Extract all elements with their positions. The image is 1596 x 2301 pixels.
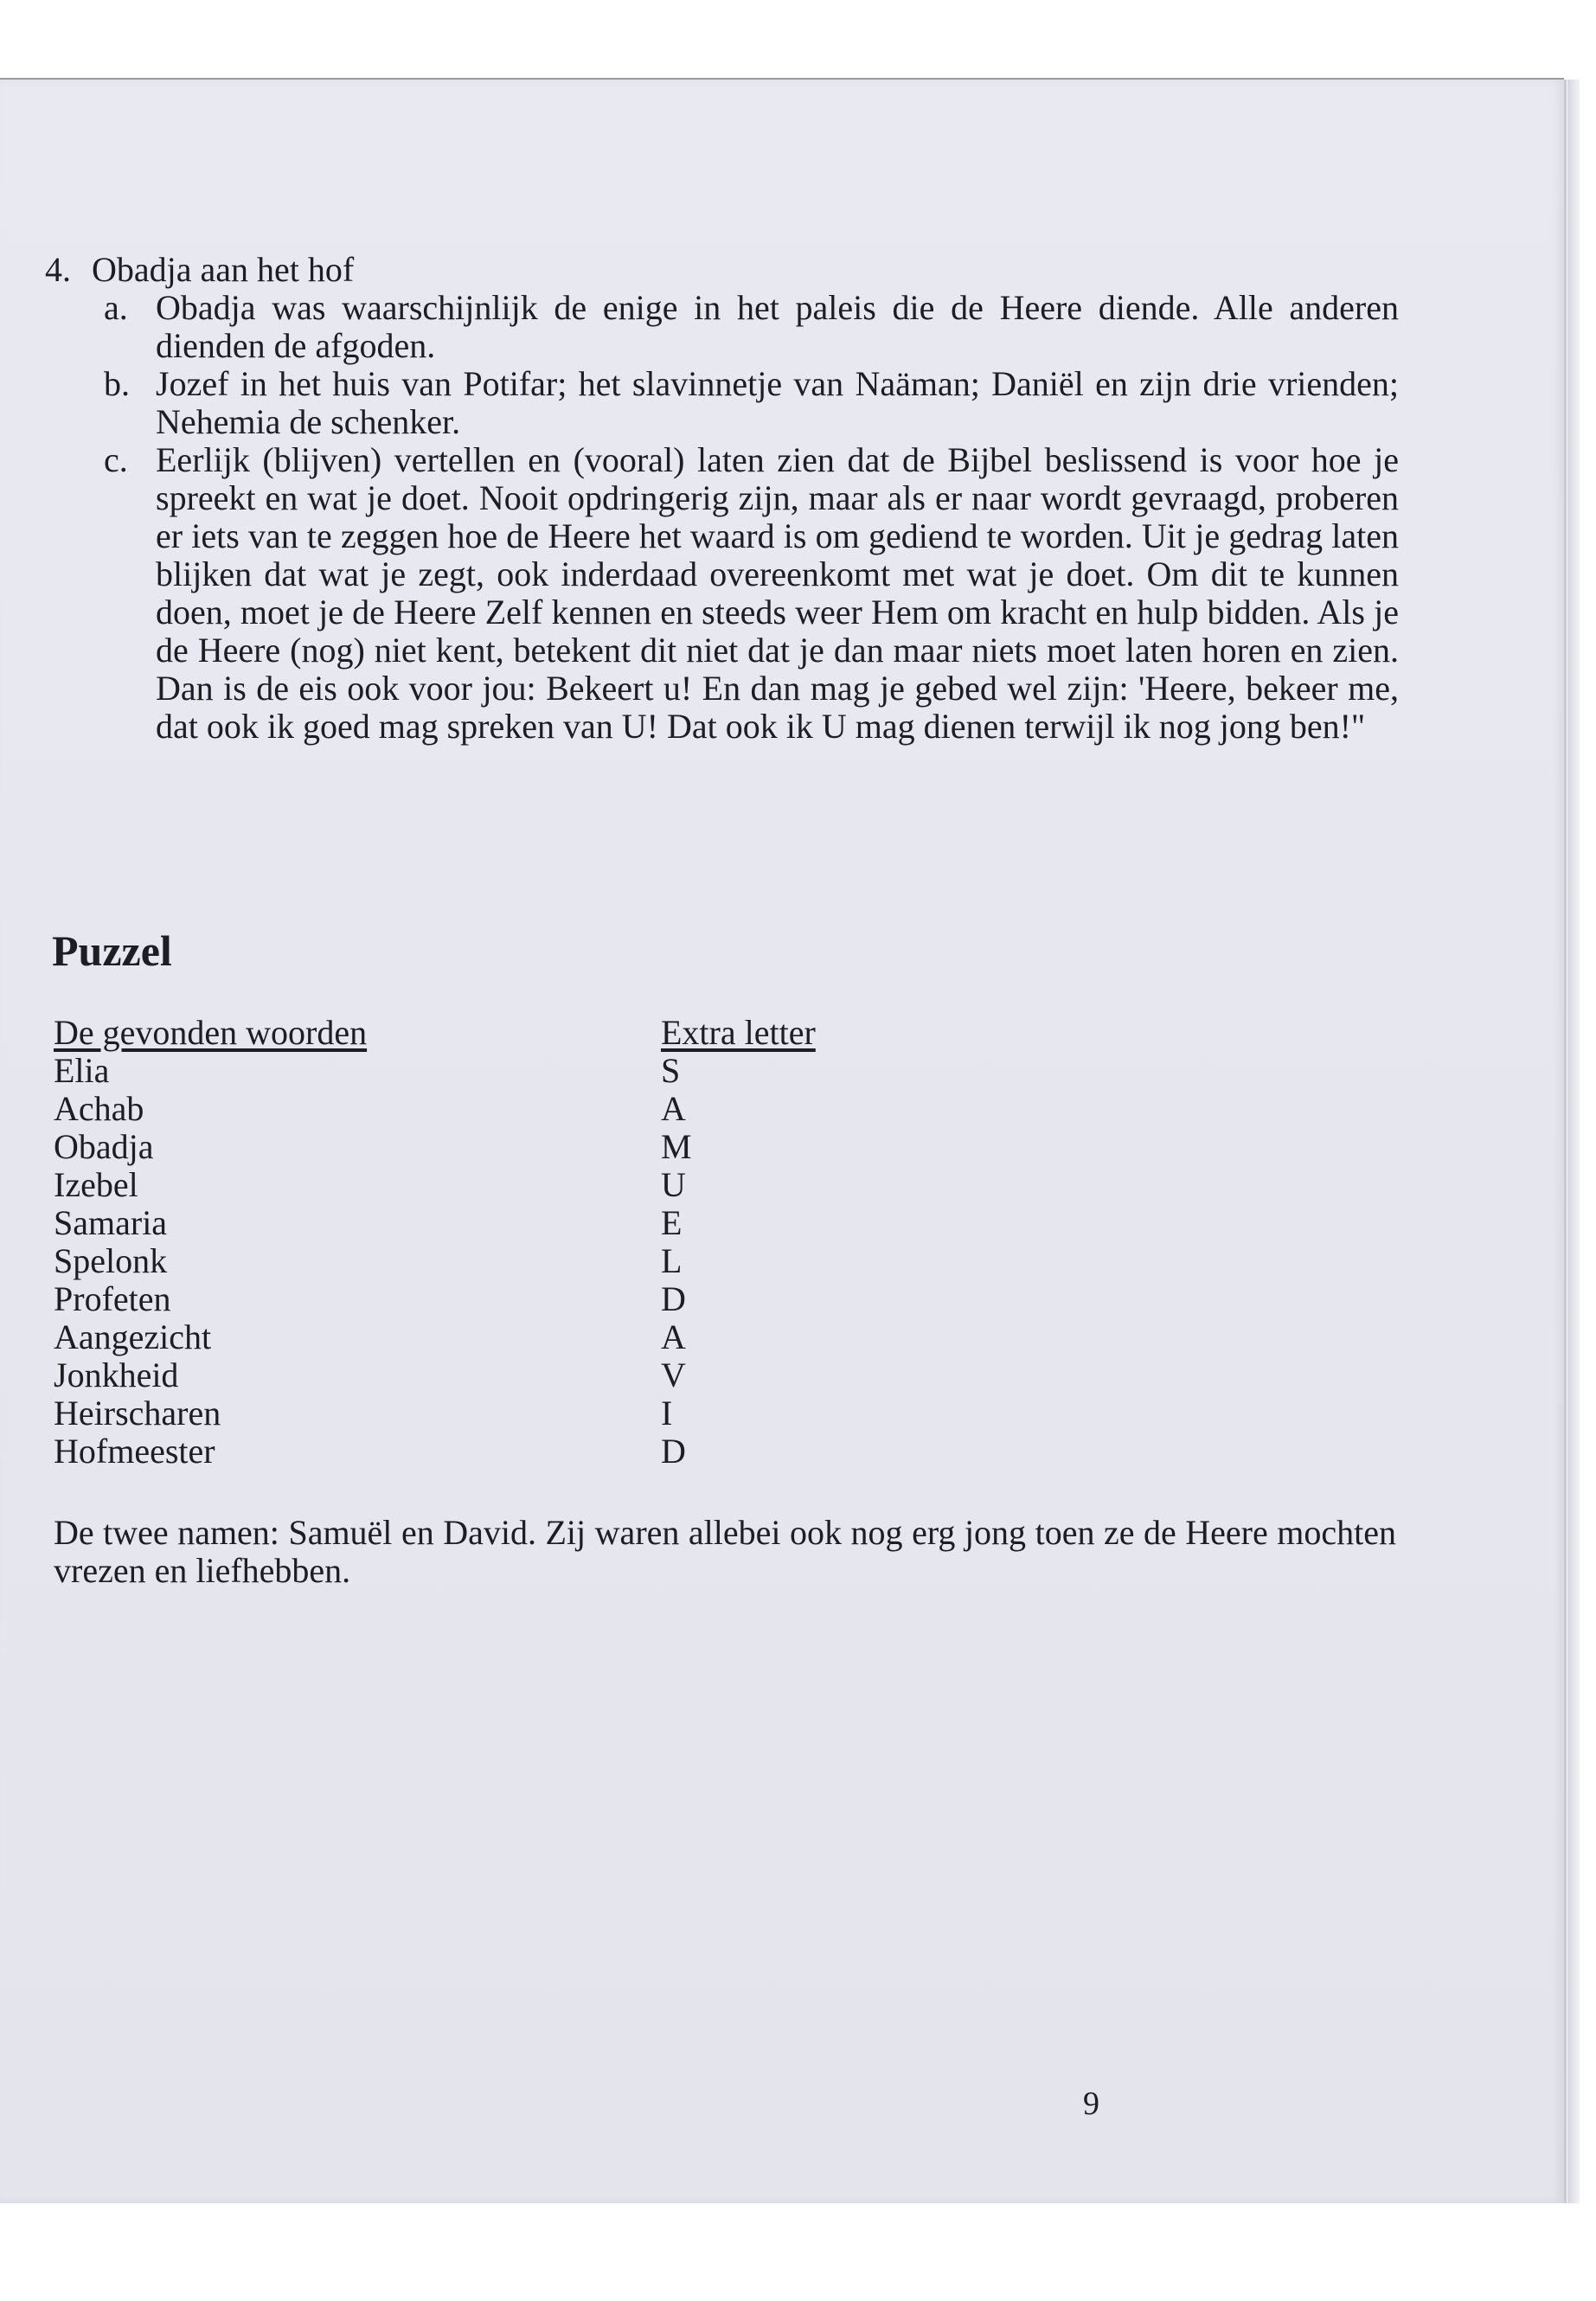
answer-c — [104, 441, 1399, 746]
question-number: 4. — [45, 250, 71, 289]
puzzle-letter: A — [661, 1317, 686, 1356]
puzzle-table-header — [54, 1014, 816, 1052]
table-row — [54, 1204, 816, 1242]
puzzle-letter: V — [661, 1356, 686, 1394]
page-number: 9 — [1083, 2086, 1099, 2122]
table-row — [54, 1433, 816, 1471]
answer-c-letter: c. — [104, 440, 128, 479]
puzzle-table — [54, 1014, 816, 1471]
answer-b-text: Jozef in het huis van Potifar; het slavinnetje van Naäman; Daniël en zijn drie vrienden; Nehemia de schenker. — [156, 364, 1399, 441]
page-edge — [1567, 80, 1580, 2203]
puzzle-word: Izebel — [54, 1165, 138, 1204]
question-title — [45, 251, 1399, 289]
answer-b-letter: b. — [104, 364, 130, 403]
answer-a-text: Obadja was waarschijnlijk de enige in het paleis die de Heere diende. Alle anderen dienden de afgoden. — [156, 288, 1399, 365]
puzzle-word: Profeten — [54, 1279, 171, 1318]
table-row — [54, 1166, 816, 1204]
puzzle-word: Elia — [54, 1051, 110, 1090]
table-row — [54, 1242, 816, 1280]
answer-c-text: Eerlijk (blijven) vertellen en (vooral) laten zien dat de Bijbel beslissend is voor hoe je spreekt en wat je doet. Nooit opdringerig zijn, maar als er naar wordt gevraagd, proberen er iets van te zeggen hoe de Heere het waard is om gediend te worden. Uit je gedrag laten blijken dat wat je zegt, ook inderdaad overeenkomt met wat je doet. Om dit te kunnen doen, moet je de Heere Zelf kennen en steeds weer Hem om kracht en hulp bidden. Als je de Heere (nog) niet kent, betekent dit niet dat je dan maar niets moet laten horen en zien. Dan is de eis ook voor jou: Bekeert u! En dan mag je gebed wel zijn: 'Heere, bekeer me, dat ook ik goed mag spreken van U! Dat ook ik U mag dienen terwijl ik nog jong ben!" — [156, 440, 1399, 746]
question-title-text: Obadja aan het hof — [92, 250, 355, 289]
puzzle-letter: M — [661, 1127, 692, 1166]
puzzle-word: Aangezicht — [54, 1317, 212, 1356]
puzzle-letter: S — [661, 1051, 681, 1090]
puzzle-letter: D — [661, 1279, 686, 1318]
table-row — [54, 1090, 816, 1128]
puzzle-word: Achab — [54, 1089, 144, 1128]
puzzle-word: Samaria — [54, 1203, 168, 1242]
table-row — [54, 1128, 816, 1166]
answer-a-letter: a. — [104, 288, 128, 327]
table-row — [54, 1318, 816, 1356]
puzzle-letter: I — [661, 1394, 673, 1433]
puzzle-letter: L — [661, 1241, 683, 1280]
puzzle-letter: A — [661, 1089, 686, 1128]
words-column-header: De gevonden woorden — [54, 1013, 368, 1052]
puzzle-word: Heirscharen — [54, 1394, 221, 1433]
table-row — [54, 1356, 816, 1394]
puzzle-word: Hofmeester — [54, 1432, 215, 1471]
table-row — [54, 1280, 816, 1318]
puzzle-word: Obadja — [54, 1127, 154, 1166]
letters-column-header: Extra letter — [661, 1013, 816, 1052]
puzzle-letter: E — [661, 1203, 683, 1242]
puzzle-heading: Puzzel — [52, 926, 172, 975]
puzzle-conclusion: De twee namen: Samuël en David. Zij waren allebei ook nog erg jong toen ze de Heere mochten vrezen en liefhebben. — [54, 1513, 1396, 1590]
puzzle-letter: U — [661, 1165, 686, 1204]
answer-b — [104, 365, 1399, 441]
puzzle-word: Jonkheid — [54, 1356, 179, 1394]
question-4-section — [45, 251, 1399, 746]
answer-a — [104, 289, 1399, 365]
puzzle-letter: D — [661, 1432, 686, 1471]
table-row — [54, 1394, 816, 1433]
puzzle-word: Spelonk — [54, 1241, 168, 1280]
table-row — [54, 1052, 816, 1090]
